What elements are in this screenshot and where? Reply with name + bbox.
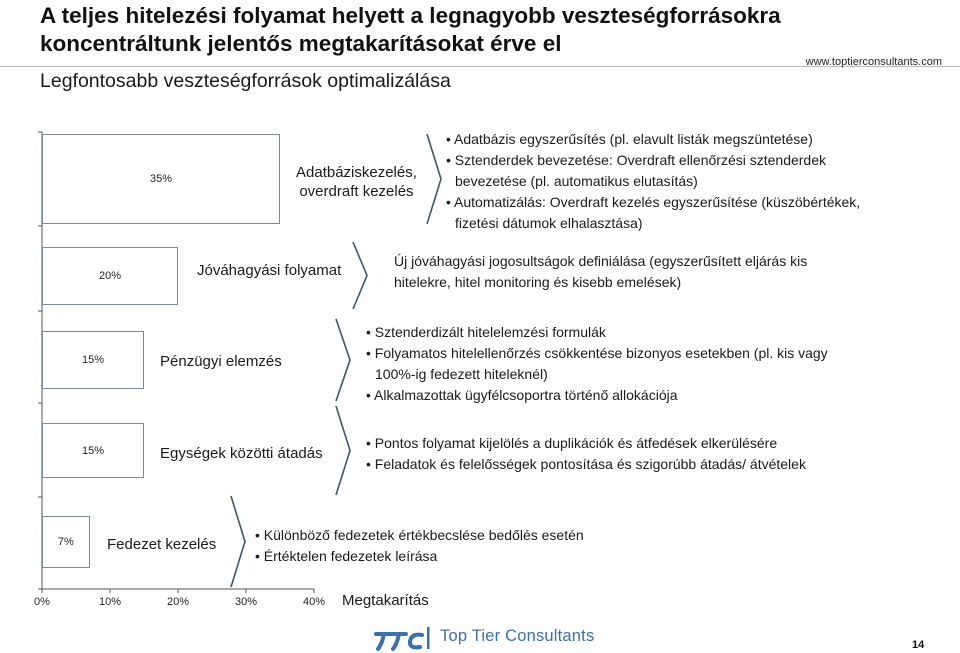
bullet-item: • Folyamatos hitelellenőrzés csökkentése bizonyos esetekben (pl. kis vagy bbox=[366, 345, 828, 361]
bullets-database bbox=[446, 129, 860, 234]
row-label-approval: Jóváhagyási folyamat bbox=[197, 262, 342, 279]
chevron-separator-icon bbox=[353, 242, 367, 309]
row-label-handover: Egységek közötti átadás bbox=[160, 445, 323, 462]
website-url[interactable]: www.toptierconsultants.com bbox=[805, 56, 942, 68]
brand-name: Top Tier Consultants bbox=[440, 627, 595, 645]
bullet-item-continuation: 100%-ig fedezett hiteleknél) bbox=[375, 366, 548, 382]
bullets-handover bbox=[366, 433, 806, 475]
bullet-item-continuation: fizetési dátumok elhalasztása) bbox=[455, 215, 643, 231]
x-tick-label: 20% bbox=[166, 596, 190, 608]
bullet-item: • Különböző fedezetek értékbecslése bedőlés esetén bbox=[255, 527, 584, 543]
title-line-1: A teljes hitelezési folyamat helyett a legnagyobb veszteségforrásokra bbox=[40, 3, 781, 28]
chevron-separator-icon bbox=[336, 406, 350, 495]
x-tick-label: 10% bbox=[98, 596, 122, 608]
bar-row-3 bbox=[42, 331, 144, 389]
bar-row-1 bbox=[42, 134, 280, 224]
title-line-2: koncentráltunk jelentős megtakarításokat érve el bbox=[40, 31, 562, 56]
x-axis-title: Megtakarítás bbox=[342, 592, 429, 609]
bar-value-label: 35% bbox=[149, 173, 173, 185]
bar-value-label: 15% bbox=[81, 444, 105, 457]
x-tick-label: 0% bbox=[34, 596, 50, 608]
page-subtitle: Legfontosabb veszteségforrások optimalizálása bbox=[40, 70, 451, 92]
bullet-item: • Értéktelen fedezetek leírása bbox=[255, 548, 438, 564]
bar-row-5 bbox=[42, 516, 90, 568]
chevron-separator-icon bbox=[336, 319, 350, 401]
ttc-logo-icon bbox=[372, 624, 434, 652]
bullet-item: • Sztenderdizált hitelelemzési formulák bbox=[366, 324, 606, 340]
row-label-database: Adatbáziskezelés, overdraft kezelés bbox=[296, 164, 417, 200]
bar-value-label: 15% bbox=[81, 354, 105, 366]
bullet-item: • Pontos folyamat kijelölés a duplikációk és átfedések elkerülésére bbox=[366, 435, 778, 451]
chevron-separator-icon bbox=[231, 496, 245, 587]
bullet-item: • Adatbázis egyszerűsítés (pl. elavult listák megszüntetése) bbox=[446, 131, 813, 147]
bullet-item-continuation: bevezetése (pl. automatikus elutasítás) bbox=[455, 173, 698, 189]
bar-value-label: 20% bbox=[98, 269, 122, 282]
row-label-collateral: Fedezet kezelés bbox=[107, 536, 217, 553]
bullet-item: • Sztenderdek bevezetése: Overdraft ellenőrzési sztenderdek bbox=[446, 152, 826, 168]
bar-value-label: 7% bbox=[57, 535, 74, 548]
bullet-item: • Automatizálás: Overdraft kezelés egyszerűsítése (küszöbértékek, bbox=[446, 194, 861, 210]
bullet-item: • Feladatok és felelősségek pontosítása és szigorúbb átadás/ átvételek bbox=[366, 456, 806, 472]
chevron-separator-icon bbox=[427, 134, 441, 224]
row-label-financial-analysis: Pénzügyi elemzés bbox=[160, 353, 282, 370]
bar-row-2 bbox=[42, 247, 178, 305]
bullets-financial-analysis bbox=[366, 322, 828, 406]
x-tick-label: 40% bbox=[302, 596, 326, 608]
bullet-item: Új jóváhagyási jogosultságok definiálása (egyszerűsített eljárás kis bbox=[394, 253, 808, 269]
x-tick-label: 30% bbox=[234, 596, 258, 608]
bar-row-4 bbox=[42, 423, 144, 478]
bullet-item: • Alkalmazottak ügyfélcsoportra történő allokációja bbox=[366, 387, 678, 403]
bullets-collateral bbox=[255, 525, 584, 567]
bullet-item-continuation: hitelekre, hitel monitoring és kisebb emelések) bbox=[394, 274, 682, 290]
page-number: 14 bbox=[912, 639, 925, 651]
bullets-approval bbox=[394, 251, 807, 293]
